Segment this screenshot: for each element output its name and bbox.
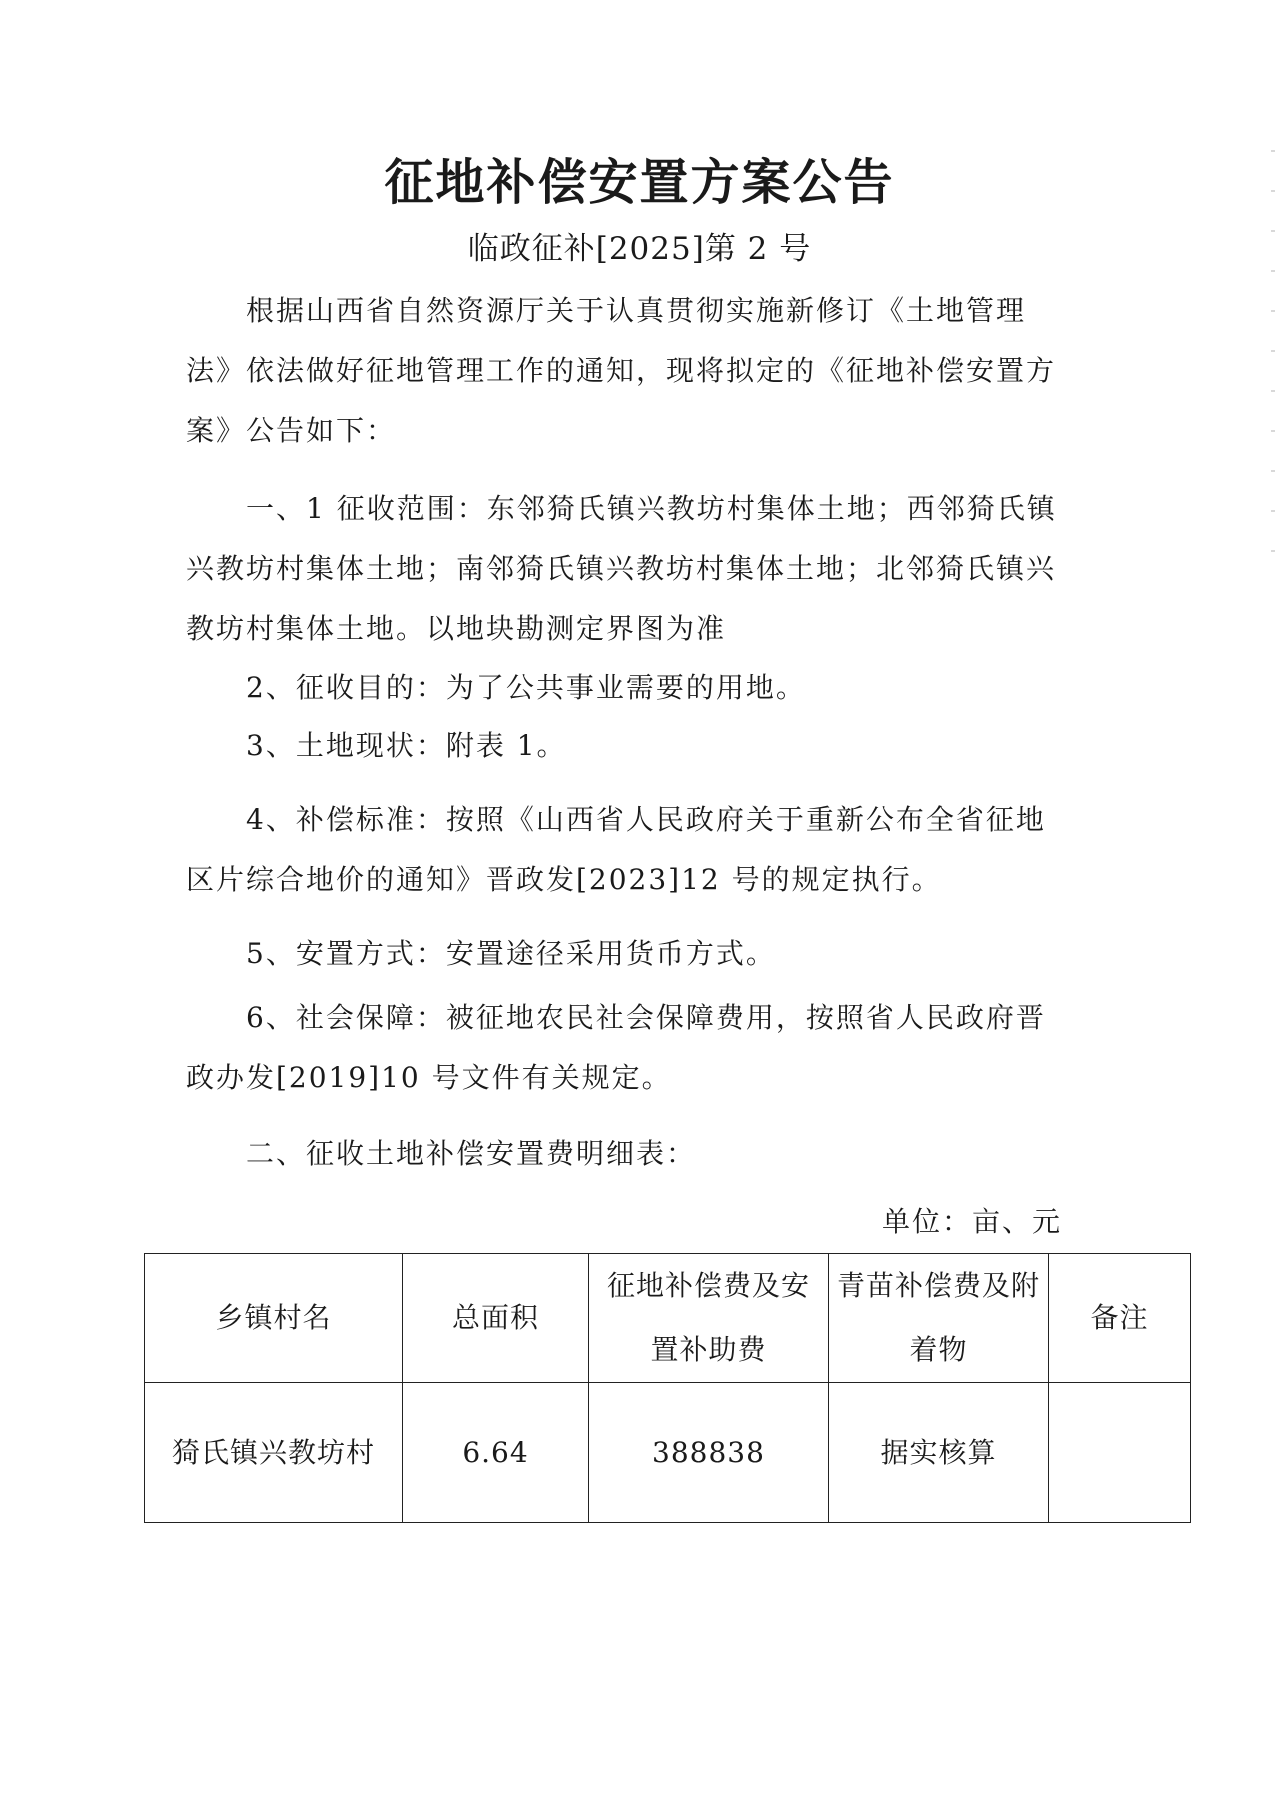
header-total-area: 总面积	[403, 1254, 589, 1383]
section-two-heading: 二、征收土地补偿安置费明细表：	[246, 1137, 697, 1170]
item-social-security: 6、社会保障：被征地农民社会保障费用，按照省人民政府晋政办发[2019]10 号文件有关规定。	[186, 1001, 1046, 1094]
item-land-status: 3、土地现状：附表 1。	[246, 729, 567, 762]
table-row	[145, 1383, 1191, 1523]
compensation-detail-table	[144, 1253, 1191, 1523]
page-title: 征地补偿安置方案公告	[384, 153, 895, 211]
item-compensation-standard: 4、补偿标准：按照《山西省人民政府关于重新公布全省征地区片综合地价的通知》晋政发[2023]12 号的规定执行。	[186, 803, 1046, 896]
item-resettlement-method: 5、安置方式：安置途径采用货币方式。	[246, 937, 776, 970]
header-crop-compensation: 青苗补偿费及附着物	[829, 1254, 1049, 1383]
header-remarks: 备注	[1049, 1254, 1191, 1383]
item-purpose: 2、征收目的：为了公共事业需要的用地。	[246, 671, 806, 704]
cell-township-village: 猗氏镇兴教坊村	[145, 1383, 403, 1523]
intro-paragraph: 根据山西省自然资源厅关于认真贯彻实施新修订《土地管理法》依法做好征地管理工作的通知，现将拟定的《征地补偿安置方案》公告如下：	[186, 294, 1057, 447]
document-number: 临政征补[2025]第 2 号	[467, 231, 812, 267]
cell-land-compensation: 388838	[589, 1383, 829, 1523]
cell-total-area: 6.64	[403, 1383, 589, 1523]
item-scope: 一、1 征收范围：东邻猗氏镇兴教坊村集体土地；西邻猗氏镇兴教坊村集体土地；南邻猗氏镇兴教坊村集体土地；北邻猗氏镇兴教坊村集体土地。以地块勘测定界图为准	[186, 492, 1057, 645]
header-land-compensation: 征地补偿费及安置补助费	[589, 1254, 829, 1383]
scan-edge-marks	[1271, 150, 1275, 570]
cell-crop-compensation: 据实核算	[829, 1383, 1049, 1523]
cell-remarks	[1049, 1383, 1191, 1523]
table-header-row	[145, 1254, 1191, 1383]
unit-label: 单位：亩、元	[881, 1205, 1062, 1238]
header-township-village: 乡镇村名	[145, 1254, 403, 1383]
